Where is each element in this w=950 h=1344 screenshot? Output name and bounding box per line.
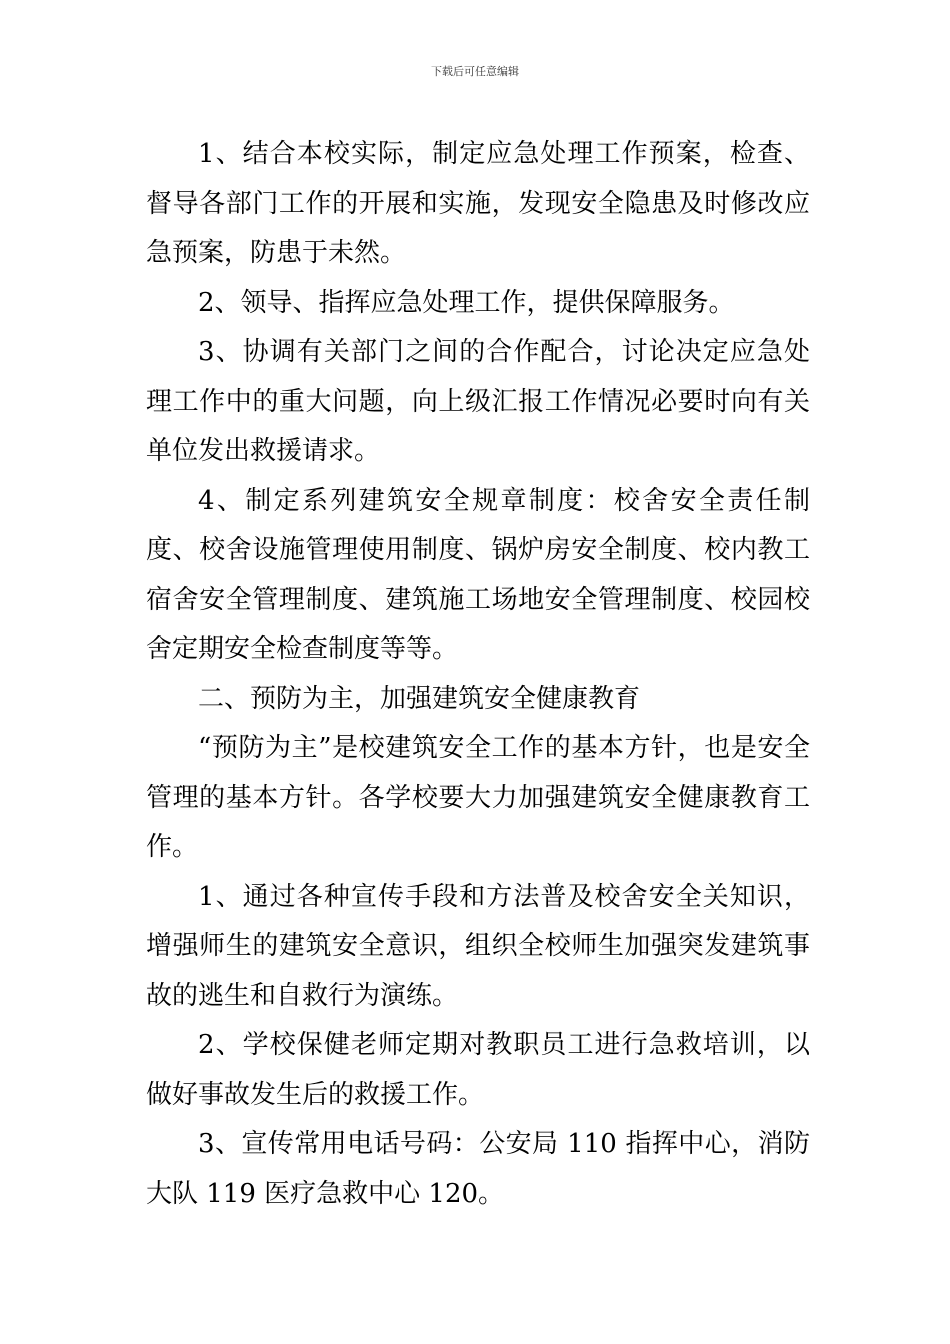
paragraph-duty-4: 4、制定系列建筑安全规章制度：校舍安全责任制度、校舍设施管理使用制度、锅炉房安全制度、校内教工宿舍安全管理制度、建筑施工场地安全管理制度、校园校舍定期安全检查制度等等。 bbox=[146, 485, 810, 664]
section-heading: 二、预防为主，加强建筑安全健康教育 bbox=[198, 683, 641, 714]
paragraph-duty-3: 3、协调有关部门之间的合作配合，讨论决定应急处理工作中的重大问题，向上级汇报工作情况必要时向有关单位发出救援请求。 bbox=[146, 337, 810, 466]
paragraph-edu-2: 2、学校保健老师定期对教职员工进行急救培训，以做好事故发生后的救援工作。 bbox=[146, 1030, 810, 1110]
document-body bbox=[146, 130, 810, 1219]
page-header: 下载后可任意编辑 bbox=[431, 65, 519, 78]
paragraph-edu-1: 1、通过各种宣传手段和方法普及校舍安全关知识，增强师生的建筑安全意识，组织全校师生加强突发建筑事故的逃生和自救行为演练。 bbox=[146, 881, 810, 1011]
paragraph-duty-1: 1、结合本校实际，制定应急处理工作预案，检查、督导各部门工作的开展和实施，发现安全隐患及时修改应急预案，防患于未然。 bbox=[146, 139, 810, 268]
paragraph-edu-3: 3、宣传常用电话号码：公安局 110 指挥中心，消防大队 119 医疗急救中心 120。 bbox=[146, 1129, 810, 1209]
paragraph-intro: “预防为主”是校建筑安全工作的基本方针，也是安全管理的基本方针。各学校要大力加强建筑安全健康教育工作。 bbox=[146, 733, 810, 862]
paragraph-duty-2: 2、领导、指挥应急处理工作，提供保障服务。 bbox=[198, 287, 735, 318]
